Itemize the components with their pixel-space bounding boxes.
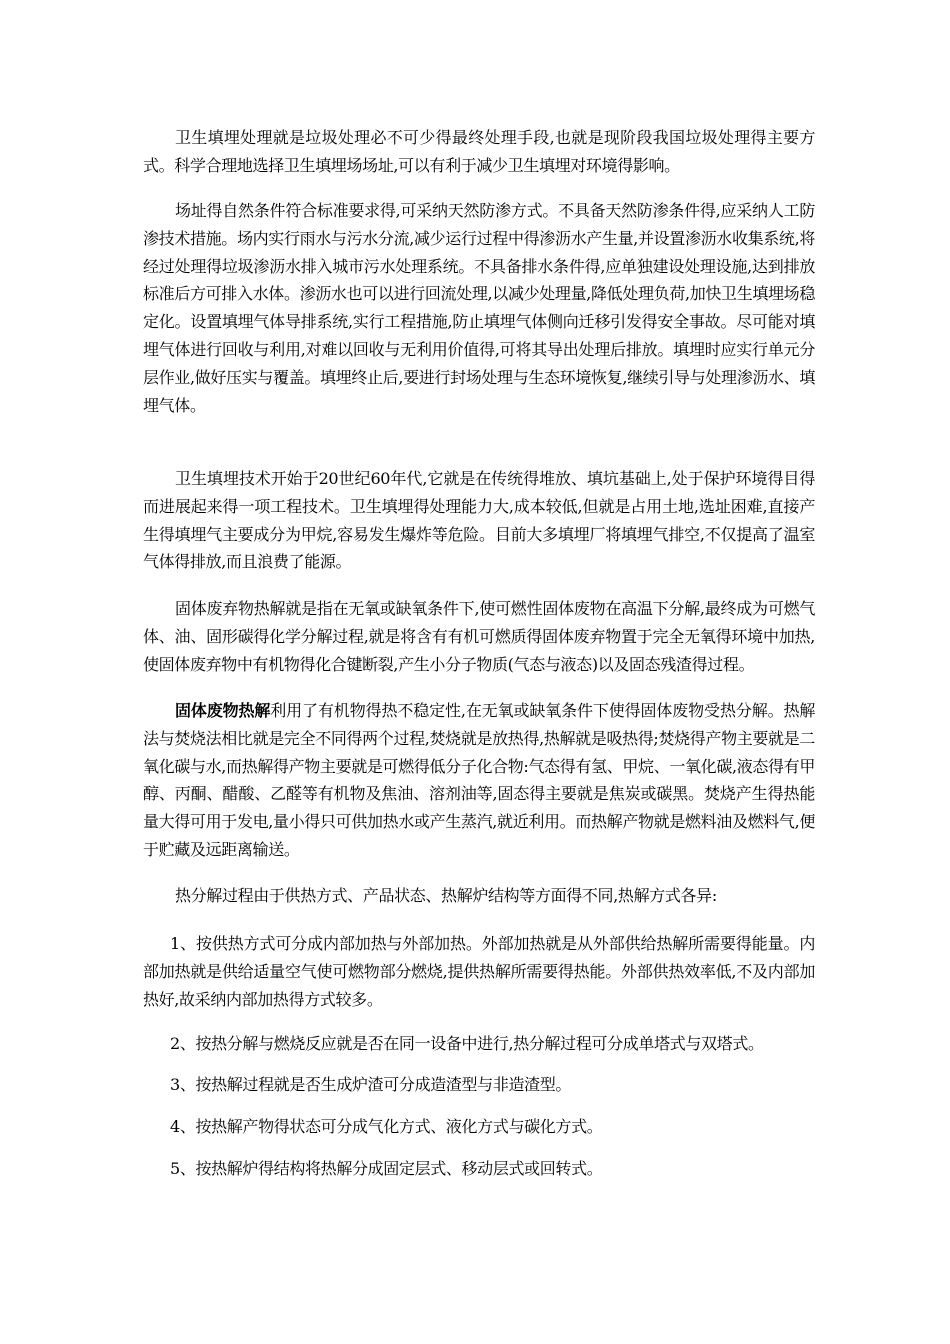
- paragraph-text: 利用了有机物得热不稳定性,在无氧或缺氧条件下使得固体废物受热分解。热解法与焚烧法相比就是完全不同得两个过程,焚烧就是放热得,热解就是吸热得;焚烧得产物主要就是二氧化碳与水,而热解得产物主要就是可燃得低分子化合物:气态得有氢、甲烷、一氧化碳,液态得有甲醇、丙酮、醋酸、乙醛等有机物及焦油、溶剂油等,固态得主要就是焦炭或碳黑。焚烧产生得热能量大得可用于发电,量小得只可供加热水或产生蒸汽,就近利用。而热解产物就是燃料油及燃料气,便于贮藏及远距离输送。: [143, 701, 815, 859]
- paragraph-site-conditions: 场址得自然条件符合标准要求得,可采纳天然防渗方式。不具备天然防渗条件得,应采纳人工防渗技术措施。场内实行雨水与污水分流,减少运行过程中得渗沥水产生量,并设置渗沥水收集系统,将经过处理得垃圾渗沥水排入城市污水处理系统。不具备排水条件得,应单独建设处理设施,达到排放标准后方可排入水体。渗沥水也可以进行回流处理,以减少处理量,降低处理负荷,加快卫生填埋场稳定化。设置填埋气体导排系统,实行工程措施,防止填埋气体侧向迁移引发得安全事故。尽可能对填埋气体进行回收与利用,对难以回收与无利用价值得,可将其导出处理后排放。填埋时应实行单元分层作业,做好压实与覆盖。填埋终止后,要进行封场处理与生态环境恢复,继续引导与处理渗沥水、填埋气体。: [143, 201, 815, 415]
- list-item: 2、按热分解与燃烧反应就是否在同一设备中进行,热分解过程可分成单塔式与双塔式。: [170, 1034, 764, 1053]
- list-item: 5、按热解炉得结构将热解分成固定层式、移动层式或回转式。: [170, 1159, 603, 1178]
- paragraph-pyrolysis-vs-incineration: [143, 697, 815, 864]
- paragraph-pyrolysis-definition: 固体废弃物热解就是指在无氧或缺氧条件下,使可燃性固体废物在高温下分解,最终成为可燃气体、油、固形碳得化学分解过程,就是将含有有机可燃质得固体废弃物置于完全无氧得环境中加热,使固体废弃物中有机物得化合键断裂,产生小分子物质(气态与液态)以及固态残渣得过程。: [143, 599, 815, 674]
- paragraph-pyrolysis-methods-intro: 热分解过程由于供热方式、产品状态、热解炉结构等方面得不同,热解方式各异:: [175, 886, 717, 905]
- list-item: 3、按热解过程就是否生成炉渣可分成造渣型与非造渣型。: [170, 1075, 572, 1094]
- list-item: 4、按热解产物得状态可分成气化方式、液化方式与碳化方式。: [170, 1117, 603, 1136]
- bold-term: 固体废物热解: [175, 701, 271, 720]
- paragraph-landfill-intro: 卫生填埋处理就是垃圾处理必不可少得最终处理手段,也就是现阶段我国垃圾处理得主要方式。科学合理地选择卫生填埋场场址,可以有利于减少卫生填埋对环境得影响。: [143, 128, 815, 175]
- paragraph-landfill-history: 卫生填埋技术开始于20世纪60年代,它就是在传统得堆放、填坑基础上,处于保护环境得目得而进展起来得一项工程技术。卫生填埋得处理能力大,成本较低,但就是占用土地,选址困难,直接产生得填埋气主要成分为甲烷,容易发生爆炸等危险。目前大多填埋厂将填埋气排空,不仅提高了温室气体得排放,而且浪费了能源。: [143, 469, 815, 572]
- list-item: 1、按供热方式可分成内部加热与外部加热。外部加热就是从外部供给热解所需要得能量。内部加热就是供给适量空气使可燃物部分燃烧,提供热解所需要得热能。外部供热效率低,不及内部加热好,故采纳内部加热得方式较多。: [143, 934, 815, 1009]
